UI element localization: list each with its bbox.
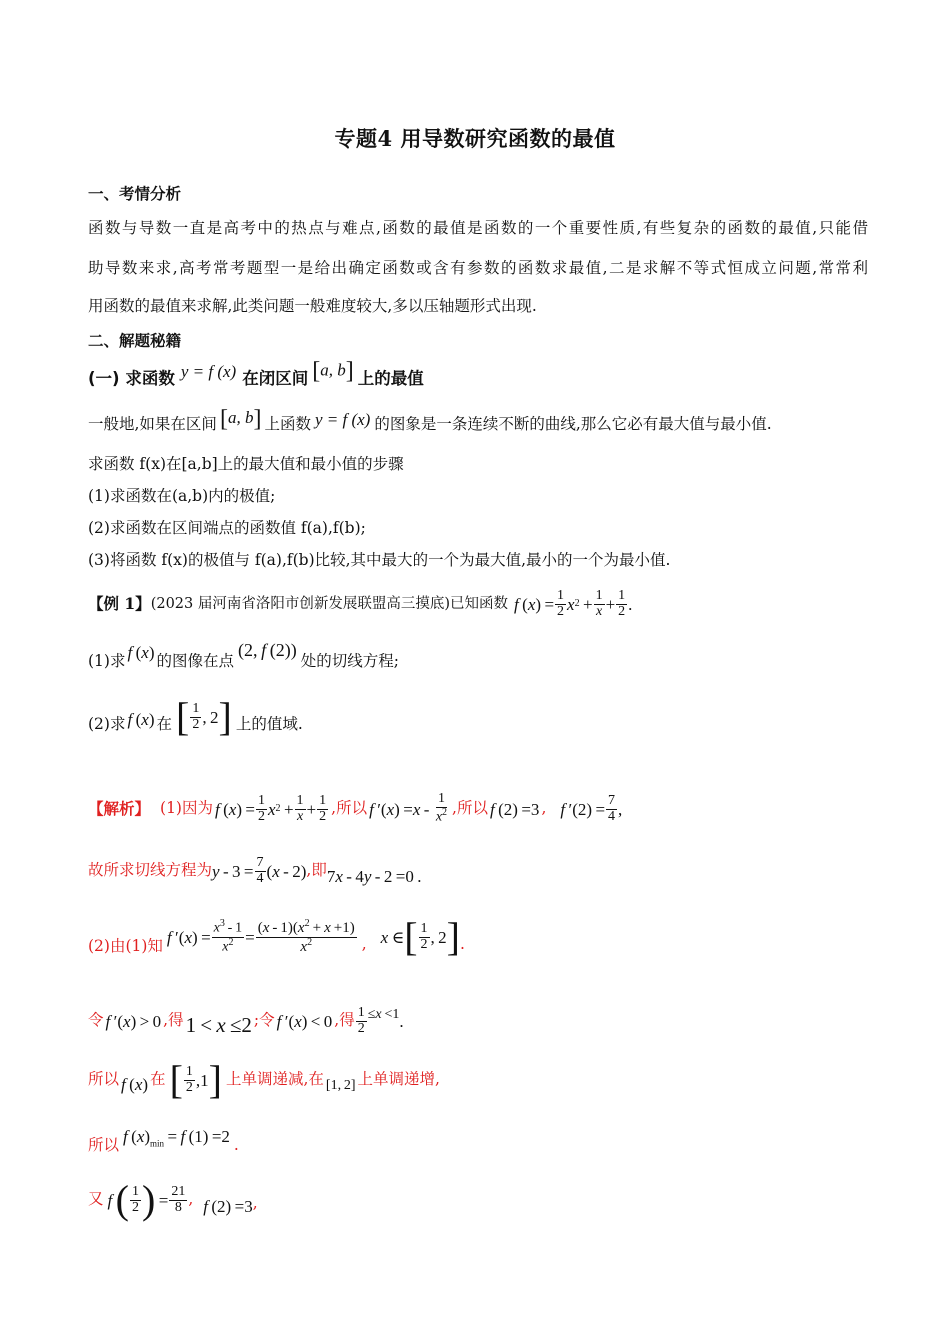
text-segment: 所以 — [88, 1070, 120, 1089]
formula-domain: x ∈ [ $\frac{1}{2}$ , 2 ] — [380, 914, 460, 959]
formula-interval-1-2: [1, 2] — [325, 1078, 356, 1093]
section-heading-analysis: 一、考情分析 — [88, 185, 182, 203]
text-segment: 所以 — [88, 1136, 120, 1155]
text-segment: 上函数 — [264, 415, 311, 434]
formula-increasing-range: 1 < x ≤2 — [185, 1012, 252, 1037]
formula-interval-half-1: [ $\frac{1}{2}$ ,1 ] — [169, 1057, 222, 1102]
formula-f-prime-2: f ′(2) = $\frac{7}{4}$ , — [560, 792, 623, 824]
subsection-heading — [88, 358, 424, 396]
solution-line-3: (2)由(1)知 f ′( x ) = $\frac{x^3 - 1}{x^2}$ = $\frac{(x - 1)(x^2 + x +1)}{x^2}$ , x ∈ [ $\frac{1}{2}$ , 2 ] . — [88, 914, 465, 959]
formula-tangent-general: 7x - 4y - 2 =0 . — [326, 866, 422, 886]
question-1 — [88, 642, 399, 682]
formula-tangent: y - 3 = $\frac{7}{4}$ ( x - 2) — [212, 854, 307, 886]
formula-derivative-factored: f ′( x ) = $\frac{x^3 - 1}{x^2}$ = $\frac{(x - 1)(x^2 + x +1)}{x^2}$ — [166, 917, 355, 955]
text-segment: (1)求 — [88, 652, 126, 671]
interval-text: a, b — [320, 360, 346, 380]
text-segment: 上单调递减,在 — [225, 1070, 324, 1089]
formula-y-fx: y = f (x) — [180, 361, 237, 381]
formula-derivative-negative: f ′(x) < 0 — [276, 1011, 333, 1031]
formula-decreasing-range: $\frac{1}{2}$ ≤x <1 . — [357, 1004, 404, 1036]
step-1: (1)求函数在(a,b)内的极值; — [88, 487, 276, 505]
formula-f2: f (2) =3 — [489, 799, 540, 819]
formula-derivative: f ′( x ) = x - $\frac{1}{x^2}$ — [369, 791, 448, 825]
formula-fx-definition: f ( x ) = $\frac{1}{2}$ x 2 + $\frac{1}{x}$ + $\frac{1}{2}$ — [214, 792, 327, 824]
text-segment: 故所求切线方程为 — [88, 861, 213, 880]
solution-line-4 — [88, 1000, 404, 1042]
text-segment: 又 — [88, 1190, 104, 1209]
subsection-mid: 在闭区间 — [242, 368, 309, 388]
text-segment: 令 — [88, 1011, 104, 1030]
formula-f-half: f ( $\frac{1}{2}$ ) = $\frac{21}{8}$ — [107, 1177, 186, 1222]
text-segment: ;令 — [253, 1011, 275, 1030]
text-segment: (1)因为 — [160, 799, 213, 818]
question-2 — [88, 694, 303, 750]
example-label: 【例 1】 — [88, 594, 151, 614]
text-segment: ,得 — [163, 1011, 184, 1030]
text-segment: (2)由(1)知 — [88, 937, 163, 956]
text-segment: 在 — [156, 715, 173, 734]
formula-fx: f (x) — [127, 642, 155, 662]
text-segment: 在 — [150, 1070, 166, 1089]
text-segment: 的图像在点 — [156, 652, 235, 671]
example-1-statement — [88, 584, 632, 624]
text-segment: 的图象是一条连续不断的曲线,那么它必有最大值与最小值. — [374, 415, 772, 434]
page-title: 专题4 用导数研究函数的最值 — [334, 126, 616, 151]
subsection-prefix: (一) 求函数 — [88, 368, 175, 388]
section-heading-methods: 二、解题秘籍 — [88, 332, 182, 350]
example-source: (2023 届河南省洛阳市创新发展联盟高三摸底)已知函数 — [150, 595, 509, 612]
step-3: (3)将函数 f(x)的极值与 f(a),f(b)比较,其中最大的一个为最大值,最小的一个为最小值. — [88, 551, 671, 569]
text-segment: 上单调递增, — [357, 1070, 440, 1089]
solution-label: 【解析】 — [88, 799, 151, 819]
analysis-line-3: 用函数的最值来求解,此类问题一般难度较大,多以压轴题形式出现. — [88, 297, 537, 315]
subsection-suffix: 上的最值 — [357, 368, 424, 388]
formula-fx: f (x) — [121, 1074, 149, 1094]
formula-derivative-positive: f ′(x) > 0 — [105, 1011, 162, 1031]
formula-interval-ab: [a, b] — [312, 358, 354, 384]
formula-y-fx: y = f (x) — [314, 409, 371, 429]
formula-interval-ab: [a, b] — [219, 406, 262, 432]
formula-fx-definition: f ( x ) = $\frac{1}{2}$ x 2 + $\frac{1}{x}$ + $\frac{1}{2}$ . — [514, 587, 633, 619]
formula-interval-half-2: [ $\frac{1}{2}$ , 2 ] — [176, 694, 232, 739]
text-segment: ,即 — [306, 861, 327, 880]
text-segment: 上的值域. — [235, 715, 303, 734]
solution-line-7: 又 f ( $\frac{1}{2}$ ) = $\frac{21}{8}$ , f (2) =3 , — [88, 1177, 258, 1222]
formula-fx: f (x) — [127, 709, 155, 729]
solution-line-2 — [88, 850, 422, 892]
solution-line-1: 【解析】 (1)因为 f ( x ) = $\frac{1}{2}$ x 2 + $\frac{1}{x}$ + $\frac{1}{2}$ ,所以 f ′( x ) = x - $\frac{1}{x^2}$ ,所以 f (2) =3 , f ′(2) = $\frac{7}{4}$ , — [88, 791, 623, 825]
formula-point: (2, f (2)) — [238, 640, 297, 660]
text-segment: ,得 — [334, 1011, 355, 1030]
steps-intro: 求函数 f(x)在[a,b]上的最大值和最小值的步骤 — [88, 455, 404, 473]
general-statement — [88, 406, 772, 440]
solution-line-6: 所以 f $(x)_{min} = f$ (1) =2 . — [88, 1126, 239, 1155]
formula-min-value: f $(x)_{min} = f$ (1) =2 — [123, 1126, 230, 1149]
text-segment: ,所以 — [331, 799, 368, 818]
interval-text: a, b — [227, 408, 254, 427]
text-segment: ,所以 — [452, 799, 488, 818]
analysis-line-2: 助导数来求,高考常考题型一是给出确定函数或含有参数的函数求最值,二是求解不等式恒成立问题,常常利 — [88, 259, 868, 277]
analysis-line-1: 函数与导数一直是高考中的热点与难点,函数的最值是函数的一个重要性质,有些复杂的函数的最值,只能借 — [88, 219, 868, 237]
solution-line-5 — [88, 1056, 440, 1104]
formula-f2: f (2) =3 — [203, 1196, 253, 1216]
text-segment: (2)求 — [88, 715, 126, 734]
text-segment: 一般地,如果在区间 — [88, 415, 217, 434]
text-segment: 处的切线方程; — [300, 652, 399, 671]
step-2: (2)求函数在区间端点的函数值 f(a),f(b); — [88, 519, 366, 537]
